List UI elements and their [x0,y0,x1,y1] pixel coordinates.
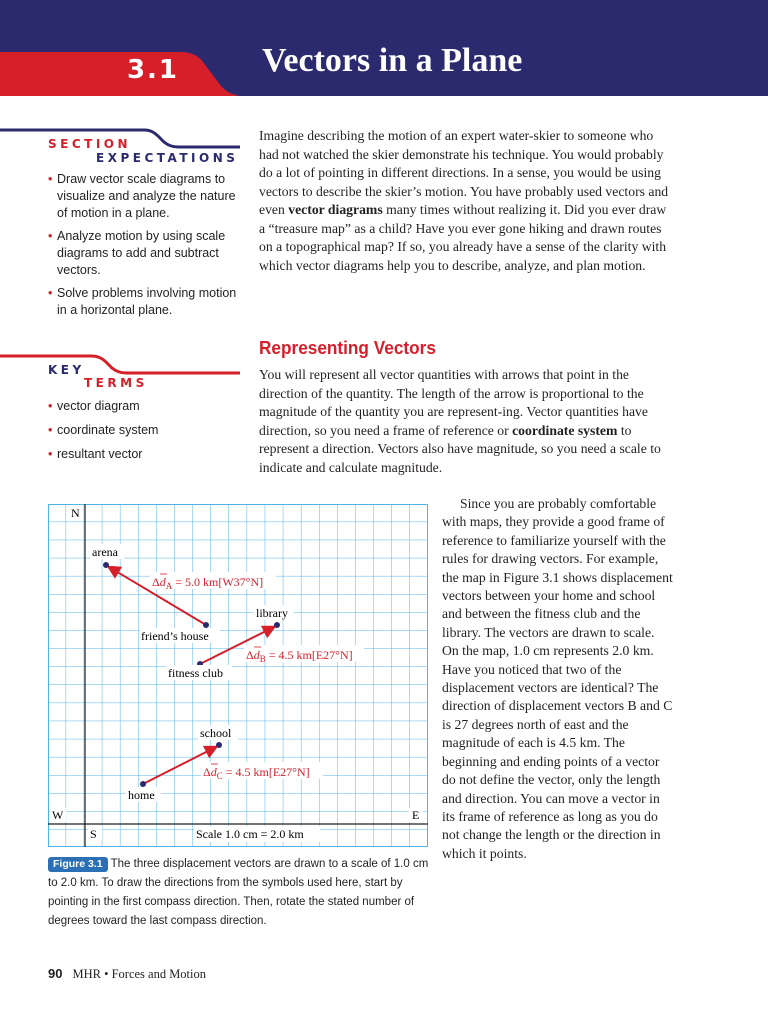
expectations-list [48,171,240,325]
figure-caption [48,855,436,931]
intro-text-1: Imagine describing the motion of an expert water-skier to someone who had not watched the skier demonstrate his technique. You would probably do a lot of pointing in different directions. In a sense, you would be using vectors to describe the skier’s motion. You have probably used vectors and even [259,128,669,217]
term-coordinate-system: coordinate system [512,422,618,438]
key-terms-rule [0,354,240,376]
expectations-heading-expectations: EXPECTATIONS [96,151,239,165]
home-point [140,781,146,787]
caption-text: The three displacement vectors are drawn to a scale of 1.0 cm to 2.0 km. To draw the directions from the symbols used here, start by pointing in the first compass direction. Then, rotate the stated number of degrees toward the last compass direction. [48,858,429,927]
library-point [274,622,280,628]
compass-south: S [90,827,97,841]
expectation-item: • Draw vector scale diagrams to visualize and analyze the nature of motion in a plane. [48,171,240,222]
school-point [216,742,222,748]
label-friends-house: friend’s house [141,629,209,643]
label-library: library [256,606,288,620]
key-terms-heading-terms: TERMS [84,376,148,390]
expectation-item: • Solve problems involving motion in a horizontal plane. [48,285,240,319]
compass-north: N [71,506,80,520]
arena-point [103,562,109,568]
key-terms-list [48,398,240,470]
intro-paragraph [259,127,675,275]
label-school: school [200,726,232,740]
section-paragraph [259,366,675,477]
map-scale: Scale 1.0 cm = 2.0 km [196,827,304,841]
label-vector-a: $\Delta d_A = 5.0$ km[W37°N] [152,575,264,591]
section-number: 3.1 [126,55,180,85]
key-term-item: • vector diagram [48,398,240,415]
compass-west: W [52,808,64,822]
compass-east: E [412,808,420,822]
footer-text: MHR • Forces and Motion [72,967,207,981]
key-term-item: • resultant vector [48,446,240,463]
expectations-heading-section: SECTION [48,137,132,151]
figure-badge: Figure 3.1 [48,857,108,872]
label-arena: arena [92,545,118,559]
label-home: home [128,788,155,802]
key-term-item: • coordinate system [48,422,240,439]
term-vector-diagrams: vector diagrams [288,202,383,217]
section-heading: Representing Vectors [259,337,436,358]
figure-map [48,504,428,847]
expectation-item: • Analyze motion by using scale diagrams to add and subtract vectors. [48,228,240,279]
section-text-2: to represent a direction. Vectors also have magnitude, so you need a scale to indicate and calculate magnitude. [259,422,661,475]
label-vector-b: $\Delta d_B = 4.5$ km[E27°N] [246,648,353,664]
page-title: Vectors in a Plane [262,42,523,79]
page-footer [48,966,206,982]
label-fitness-club: fitness club [168,666,223,680]
friends-house-point [203,622,209,628]
label-vector-c: $\Delta d_C = 4.5$ km[E27°N] [203,765,310,781]
key-terms-heading-key: KEY [48,363,85,377]
page-number: 90 [48,966,63,981]
right-column-paragraph: Since you are probably comfortable with maps, they provide a good frame of reference to familiarize yourself with the rules for drawing vectors. For example, the map in Figure 3.1 shows displacement vectors between your home and school and between the fitness club and the library. The vectors are drawn to scale. On the map, 1.0 cm represents 2.0 km. Have you noticed that two of the displacement vectors are identical? The direction of displacement vectors B and C is 27 degrees north of east and the magnitude of each is 4.5 km. The beginning and ending points of a vector do not define the vector, only the length and direction. You can move a vector in its frame of reference as long as you do not change the length or the direction in which it points. [442,496,673,861]
intro-text-2: many times without realizing it. Did you ever draw a “treasure map” as a child? Have you ever gone hiking and drawn routes on a topographical map? If so, you already have a sense of the clarity with which vector diagrams help you to describe, analyze, and plan motion. [259,202,667,273]
section-text-1: You will represent all vector quantities with arrows that point in the direction of the quantity. The length of the arrow is proportional to the magnitude of the quantity you are represent-ing. Vector quantities have direction, so you need a frame of reference or [259,367,648,438]
